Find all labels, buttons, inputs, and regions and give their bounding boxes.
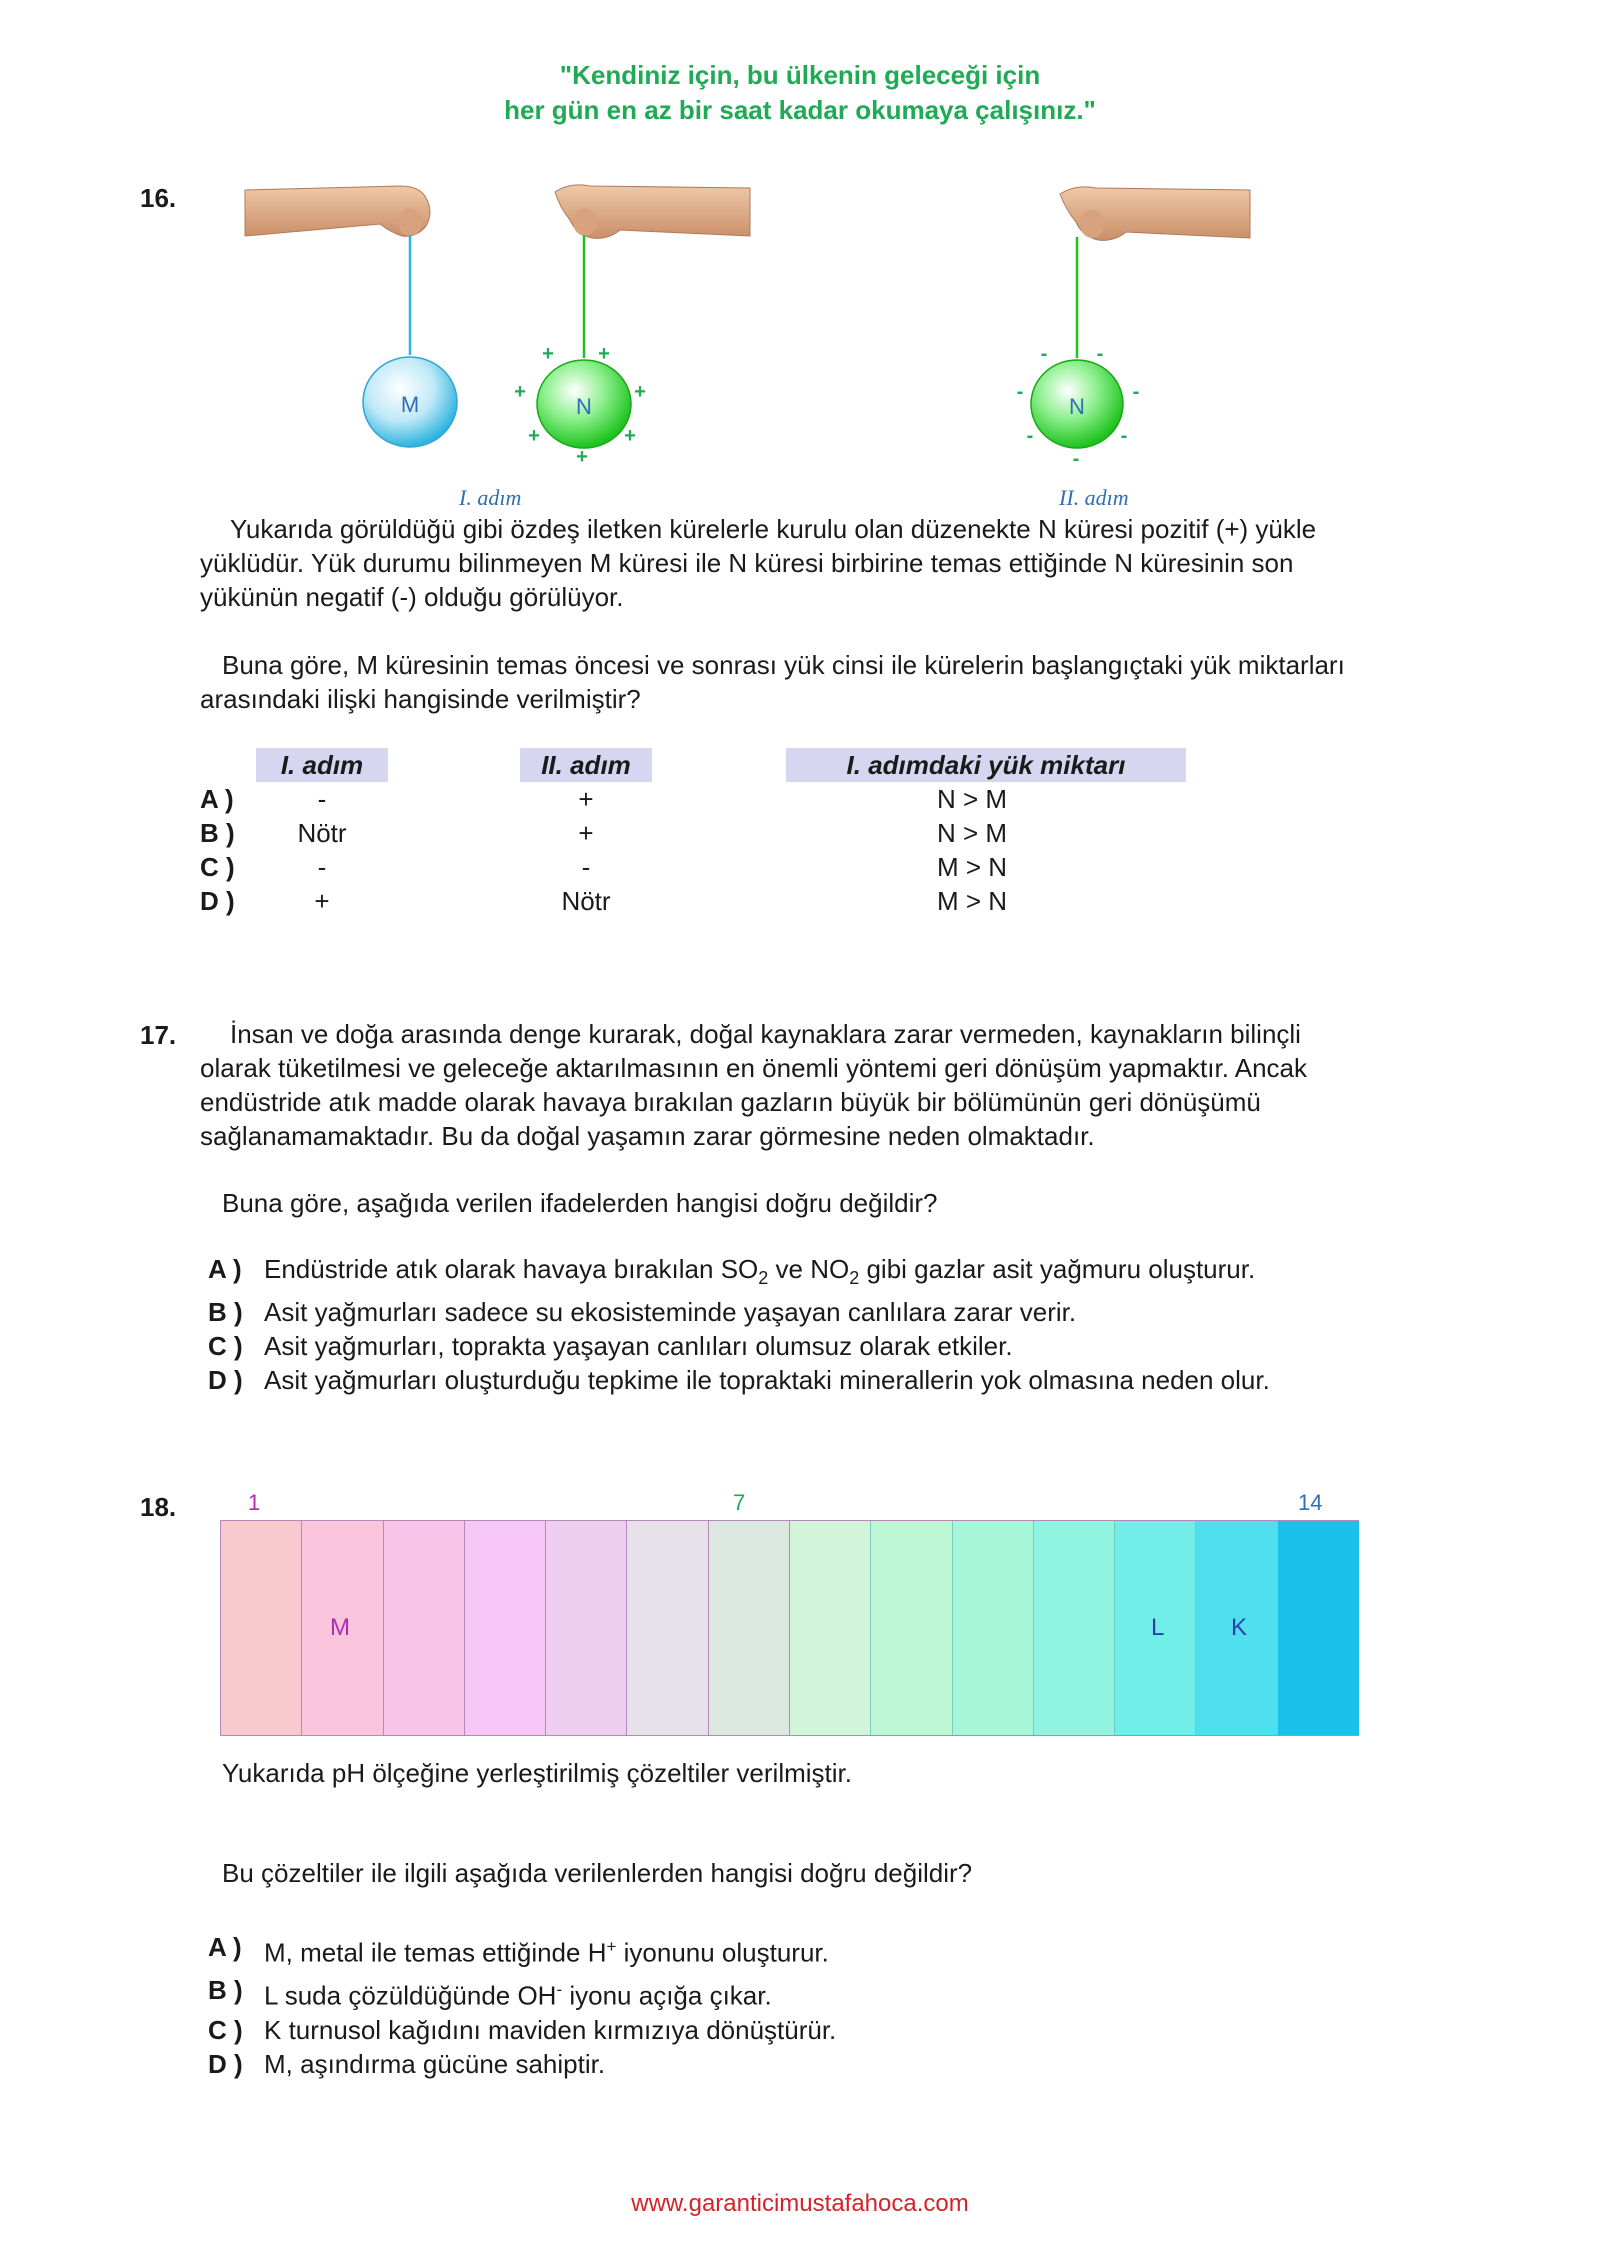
svg-text:-: - (1026, 425, 1034, 447)
svg-text:+: + (634, 381, 646, 403)
question-16-prompt (200, 648, 1440, 716)
option-text: Asit yağmurları, toprakta yaşayan canlıları olumsuz olarak etkiler. (264, 1331, 1013, 1362)
ph-marker-l: L (1151, 1614, 1165, 1641)
ph-segment-11 (1034, 1521, 1115, 1735)
ph-tick-14: 14 (1298, 1490, 1323, 1515)
svg-text:+: + (542, 343, 554, 365)
option-label: C ) (208, 2015, 243, 2046)
answer-cell-step-1: - (317, 784, 327, 814)
ph-segment-1 (221, 1521, 302, 1735)
question-18-options (208, 1928, 1408, 2081)
option-text: M, aşındırma gücüne sahiptir. (264, 2049, 606, 2080)
question-16-prompt-line-1: Buna göre, M küresinin temas öncesi ve sonrası yük cinsi ile kürelerin başlangıçtaki yük miktarları (222, 650, 1345, 680)
svg-text:+: + (576, 446, 588, 468)
question-17-number: 17. (140, 1020, 177, 1050)
answer-row-b[interactable] (200, 816, 1072, 850)
answer-cell-step-1: - (317, 852, 327, 882)
hand-left (245, 186, 430, 236)
option-b[interactable] (208, 1295, 1488, 1329)
pendulum-figure (230, 180, 1260, 510)
svg-text:+: + (528, 425, 540, 447)
ph-tick-1: 1 (248, 1490, 261, 1515)
option-label: A ) (208, 1254, 242, 1284)
ph-segment-10 (953, 1521, 1034, 1735)
answer-row-a[interactable] (200, 782, 1072, 816)
question-17-text-line-4: sağlanamamaktadır. Bu da doğal yaşamın zarar görmesine neden olmaktadır. (200, 1121, 1095, 1151)
svg-text:+: + (514, 381, 526, 403)
svg-text:-: - (1072, 448, 1080, 470)
answer-label: C ) (200, 852, 235, 882)
ph-segment-3 (384, 1521, 465, 1735)
hand-right (1060, 187, 1250, 240)
caption-step-1: I. adım (459, 485, 522, 510)
question-17-options (208, 1252, 1488, 1397)
option-c[interactable] (208, 1329, 1488, 1363)
footer-website: www.garanticimustafahoca.com (631, 2190, 969, 2217)
answer-cell-step-1: Nötr (297, 818, 347, 848)
svg-text:-: - (1132, 381, 1140, 403)
question-16-text-line-1: Yukarıda görüldüğü gibi özdeş iletken kürelerle kurulu olan düzenekte N küresi pozitif (+) yükle (230, 514, 1317, 544)
ph-tick-7: 7 (733, 1490, 746, 1515)
option-label: B ) (208, 1297, 243, 1328)
option-b[interactable] (208, 1972, 1408, 2014)
svg-text:-: - (1120, 425, 1128, 447)
option-text: K turnusol kağıdını maviden kırmızıya dönüştürür. (264, 2015, 837, 2046)
svg-text:-: - (1096, 343, 1104, 365)
ph-segment-9 (871, 1521, 952, 1735)
answer-cell-amount: N > M (936, 784, 1008, 814)
ph-segment-8 (790, 1521, 871, 1735)
sphere-n2-label: N (1069, 394, 1085, 419)
sphere-m-label: M (400, 392, 420, 417)
question-16-text (200, 512, 1440, 614)
option-text: L suda çözüldüğünde OH- iyonu açığa çıkar. (264, 1979, 772, 2011)
answer-label: A ) (200, 784, 234, 814)
answer-cell-step-2: + (578, 784, 594, 814)
ph-marker-m: M (330, 1614, 350, 1641)
answer-cell-amount: M > N (936, 852, 1008, 882)
ph-segment-14 (1278, 1521, 1359, 1735)
caption-step-2: II. adım (1059, 485, 1129, 510)
option-label: A ) (208, 1932, 242, 1962)
ph-marker-k: K (1231, 1614, 1248, 1641)
option-label: C ) (208, 1331, 243, 1362)
svg-text:+: + (598, 343, 610, 365)
table-header-step-1: I. adım (256, 748, 388, 782)
option-text: Asit yağmurları sadece su ekosisteminde yaşayan canlılara zarar verir. (264, 1297, 1077, 1328)
answer-row-c[interactable] (200, 850, 1072, 884)
ph-scale (220, 1520, 1359, 1736)
motto-line-1: "Kendiniz için, bu ülkenin geleceği için (559, 60, 1041, 90)
question-16-prompt-line-2: arasındaki ilişki hangisinde verilmiştir? (200, 684, 641, 714)
option-label: B ) (208, 1974, 243, 2005)
question-18-number: 18. (140, 1492, 177, 1522)
option-a[interactable] (208, 1252, 1488, 1295)
option-c[interactable] (208, 2013, 1408, 2047)
answer-cell-step-2: Nötr (561, 886, 611, 916)
option-label: D ) (208, 2049, 243, 2080)
motto-header (0, 58, 1600, 128)
question-16-number: 16. (140, 183, 177, 213)
answer-label: B ) (200, 818, 235, 848)
ph-segment-5 (546, 1521, 627, 1735)
ph-segment-4 (465, 1521, 546, 1735)
ph-segment-7 (709, 1521, 790, 1735)
question-17-text-line-2: olarak tüketilmesi ve geleceğe aktarılmasının en önemli yöntemi geri dönüşüm yapmaktır. Ancak (200, 1053, 1307, 1083)
answer-cell-step-2: + (578, 818, 594, 848)
question-17-text-line-1: İnsan ve doğa arasında denge kurarak, doğal kaynaklara zarar vermeden, kaynakların bilinçli (230, 1019, 1301, 1049)
option-text: M, metal ile temas ettiğinde H+ iyonunu oluşturur. (264, 1937, 829, 1968)
ph-segment-6 (627, 1521, 708, 1735)
option-a[interactable] (208, 1928, 1408, 1972)
option-d[interactable] (208, 2047, 1408, 2081)
option-label: D ) (208, 1365, 243, 1396)
question-16-text-line-2: yüklüdür. Yük durumu bilinmeyen M küresi ile N küresi birbirine temas ettiğinde N küresinin son (200, 548, 1294, 578)
table-header-charge-amount: I. adımdaki yük miktarı (786, 748, 1186, 782)
svg-text:+: + (624, 425, 636, 447)
question-18-intro: Yukarıda pH ölçeğine yerleştirilmiş çözeltiler verilmiştir. (222, 1758, 852, 1788)
question-17-prompt: Buna göre, aşağıda verilen ifadelerden hangisi doğru değildir? (222, 1188, 938, 1218)
answer-cell-step-2: - (581, 852, 591, 882)
answer-label: D ) (200, 886, 235, 916)
svg-text:-: - (1016, 381, 1024, 403)
option-text: Endüstride atık olarak havaya bırakılan $SO_2$ ve $NO_2$ gibi gazlar asit yağmuru oluşturur. (264, 1254, 1256, 1289)
motto-line-2: her gün en az bir saat kadar okumaya çalışınız." (504, 95, 1096, 125)
answer-cell-amount: M > N (936, 886, 1008, 916)
option-d[interactable] (208, 1363, 1488, 1397)
question-18-prompt: Bu çözeltiler ile ilgili aşağıda verilenlerden hangisi doğru değildir? (222, 1858, 973, 1888)
option-text: Asit yağmurları oluşturduğu tepkime ile topraktaki minerallerin yok olmasına neden olur. (264, 1365, 1270, 1396)
answer-cell-amount: N > M (936, 818, 1008, 848)
svg-text:-: - (1040, 343, 1048, 365)
sphere-n-label: N (576, 394, 592, 419)
table-header-step-2: II. adım (520, 748, 652, 782)
question-17-text (200, 1017, 1460, 1153)
question-17-text-line-3: endüstride atık madde olarak havaya bırakılan gazların büyük bir bölümünün geri dönüşümü (200, 1087, 1261, 1117)
answer-table (200, 782, 1072, 918)
hand-middle (555, 185, 750, 238)
question-16-text-line-3: yükünün negatif (-) olduğu görülüyor. (200, 582, 624, 612)
answer-cell-step-1: + (314, 886, 330, 916)
answer-row-d[interactable] (200, 884, 1072, 918)
